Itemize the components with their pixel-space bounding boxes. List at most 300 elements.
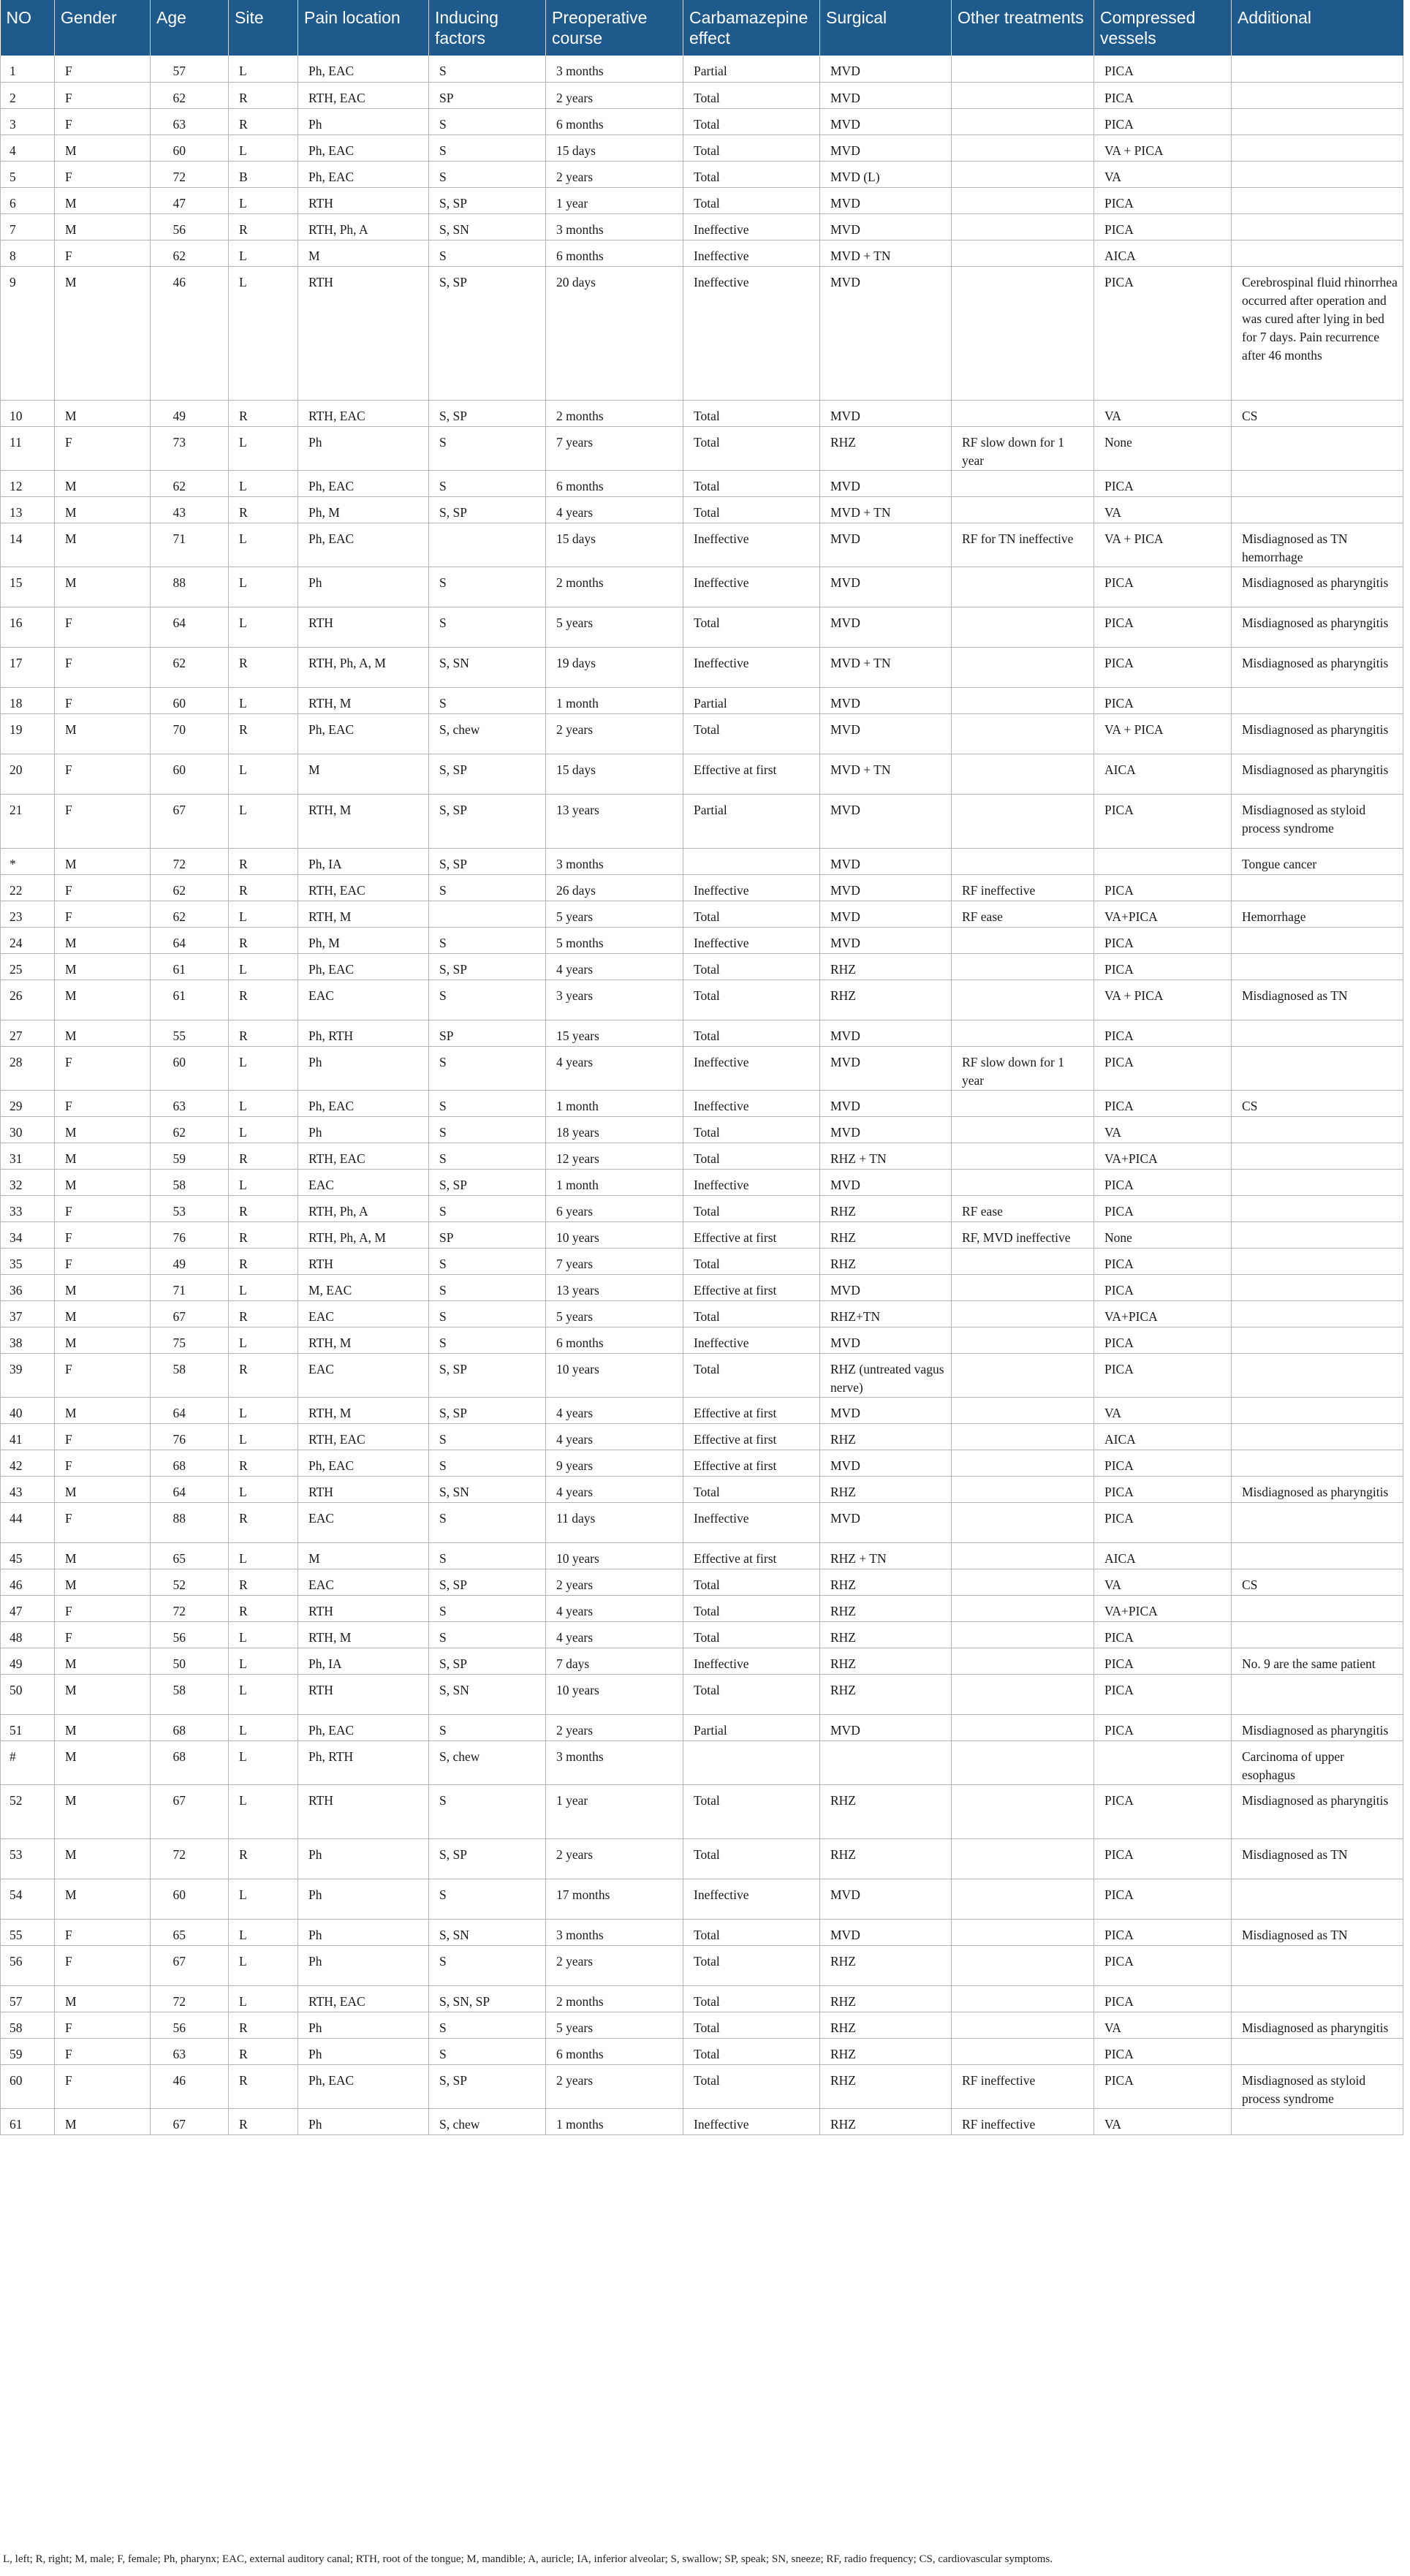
cell-carbamazepine-effect: Total [683, 1476, 820, 1502]
cell-site: L [229, 470, 298, 496]
cell-compressed-vessels: None [1094, 426, 1232, 470]
cell-no: 47 [1, 1595, 55, 1621]
cell-inducing-factors: S, SN [429, 213, 546, 240]
cell-inducing-factors: S [429, 1621, 546, 1648]
cell-no: 38 [1, 1327, 55, 1353]
cell-pain-location: RTH, M [298, 687, 429, 713]
cell-site: L [229, 1879, 298, 1919]
cell-carbamazepine-effect: Ineffective [683, 1090, 820, 1116]
cell-gender: F [55, 161, 151, 187]
cell-preoperative-course: 15 days [546, 135, 683, 161]
table-row [1, 754, 1403, 794]
cell-surgical: MVD [820, 927, 952, 953]
cell-compressed-vessels: PICA [1094, 1879, 1232, 1919]
cell-no: 45 [1, 1542, 55, 1569]
cell-additional [1232, 496, 1403, 523]
cell-pain-location: Ph [298, 1945, 429, 1985]
cell-carbamazepine-effect: Total [683, 980, 820, 1020]
cell-surgical: MVD [820, 266, 952, 400]
cell-gender: F [55, 607, 151, 647]
cell-gender: M [55, 1327, 151, 1353]
cell-carbamazepine-effect: Effective at first [683, 1423, 820, 1450]
cell-age: 58 [151, 1674, 229, 1714]
cell-pain-location: Ph, EAC [298, 1450, 429, 1476]
cell-additional [1232, 1621, 1403, 1648]
cell-other-treatments [952, 135, 1094, 161]
cell-additional [1232, 1502, 1403, 1542]
cell-pain-location: Ph, EAC [298, 953, 429, 980]
cell-gender: M [55, 1714, 151, 1740]
cell-surgical: MVD [820, 1090, 952, 1116]
cell-preoperative-course: 10 years [546, 1221, 683, 1248]
cell-no: 49 [1, 1648, 55, 1674]
cell-other-treatments: RF for TN ineffective [952, 523, 1094, 567]
header-surgical: Surgical [820, 0, 952, 56]
cell-gender: M [55, 496, 151, 523]
cell-pain-location: Ph, EAC [298, 56, 429, 82]
cell-inducing-factors: S [429, 1595, 546, 1621]
cell-carbamazepine-effect: Ineffective [683, 1502, 820, 1542]
cell-other-treatments [952, 1714, 1094, 1740]
cell-compressed-vessels: PICA [1094, 1046, 1232, 1090]
cell-additional [1232, 1020, 1403, 1046]
cell-carbamazepine-effect: Total [683, 1143, 820, 1169]
cell-carbamazepine-effect: Ineffective [683, 213, 820, 240]
cell-gender: F [55, 2064, 151, 2108]
cell-inducing-factors: S, SP [429, 1397, 546, 1423]
cell-gender: M [55, 980, 151, 1020]
cell-site: L [229, 1740, 298, 1784]
cell-other-treatments [952, 1450, 1094, 1476]
cell-other-treatments [952, 1116, 1094, 1143]
cell-gender: F [55, 1353, 151, 1397]
cell-surgical: MVD + TN [820, 754, 952, 794]
cell-carbamazepine-effect: Effective at first [683, 754, 820, 794]
cell-pain-location: Ph, EAC [298, 1714, 429, 1740]
table-row [1, 1423, 1403, 1450]
cell-additional [1232, 426, 1403, 470]
cell-gender: M [55, 470, 151, 496]
cell-carbamazepine-effect: Ineffective [683, 240, 820, 266]
cell-compressed-vessels: VA [1094, 2012, 1232, 2038]
cell-pain-location: RTH, M [298, 1327, 429, 1353]
cell-gender: F [55, 2012, 151, 2038]
cell-carbamazepine-effect: Ineffective [683, 1327, 820, 1353]
cell-compressed-vessels: PICA [1094, 1648, 1232, 1674]
cell-site: L [229, 266, 298, 400]
cell-gender: M [55, 1648, 151, 1674]
cell-preoperative-course: 3 months [546, 1919, 683, 1945]
cell-preoperative-course: 1 month [546, 1090, 683, 1116]
cell-age: 67 [151, 2108, 229, 2134]
cell-site: L [229, 1274, 298, 1300]
cell-additional: Tongue cancer [1232, 848, 1403, 874]
cell-carbamazepine-effect: Ineffective [683, 523, 820, 567]
cell-site: R [229, 400, 298, 426]
cell-pain-location: RTH [298, 1248, 429, 1274]
cell-no: 44 [1, 1502, 55, 1542]
cell-preoperative-course: 1 year [546, 1784, 683, 1838]
cell-surgical: RHZ [820, 1569, 952, 1595]
cell-no: 25 [1, 953, 55, 980]
cell-other-treatments [952, 1476, 1094, 1502]
cell-preoperative-course: 6 months [546, 2038, 683, 2064]
table-row [1, 523, 1403, 567]
cell-site: L [229, 426, 298, 470]
cell-gender: M [55, 400, 151, 426]
cell-additional: Misdiagnosed as TN [1232, 980, 1403, 1020]
cell-preoperative-course: 2 years [546, 1838, 683, 1879]
cell-gender: M [55, 1476, 151, 1502]
cell-compressed-vessels: PICA [1094, 647, 1232, 687]
cell-inducing-factors: S [429, 1143, 546, 1169]
cell-preoperative-course: 13 years [546, 794, 683, 848]
cell-preoperative-course: 20 days [546, 266, 683, 400]
table-row [1, 1450, 1403, 1476]
cell-pain-location: Ph, RTH [298, 1020, 429, 1046]
cell-no: 2 [1, 82, 55, 108]
cell-compressed-vessels: PICA [1094, 1327, 1232, 1353]
cell-inducing-factors: S [429, 2038, 546, 2064]
cell-pain-location: RTH [298, 1476, 429, 1502]
cell-pain-location: M, EAC [298, 1274, 429, 1300]
cell-pain-location: RTH, M [298, 901, 429, 927]
cell-inducing-factors: S [429, 980, 546, 1020]
cell-pain-location: Ph, RTH [298, 1740, 429, 1784]
cell-carbamazepine-effect: Total [683, 901, 820, 927]
cell-inducing-factors: S, SP [429, 187, 546, 213]
cell-site: R [229, 1502, 298, 1542]
cell-compressed-vessels [1094, 848, 1232, 874]
cell-age: 62 [151, 647, 229, 687]
cell-surgical: MVD [820, 1879, 952, 1919]
cell-carbamazepine-effect: Total [683, 1985, 820, 2012]
cell-pain-location: Ph, EAC [298, 2064, 429, 2108]
cell-age: 62 [151, 82, 229, 108]
cell-preoperative-course: 19 days [546, 647, 683, 687]
cell-age: 63 [151, 108, 229, 135]
cell-pain-location: Ph, M [298, 496, 429, 523]
table-row [1, 426, 1403, 470]
cell-compressed-vessels: AICA [1094, 754, 1232, 794]
cell-preoperative-course: 1 year [546, 187, 683, 213]
cell-other-treatments [952, 848, 1094, 874]
cell-gender: M [55, 1838, 151, 1879]
cell-surgical: RHZ [820, 2108, 952, 2134]
cell-surgical: RHZ [820, 1476, 952, 1502]
cell-no: 61 [1, 2108, 55, 2134]
cell-other-treatments [952, 470, 1094, 496]
cell-age: 64 [151, 1476, 229, 1502]
cell-no: 35 [1, 1248, 55, 1274]
cell-other-treatments [952, 1985, 1094, 2012]
cell-additional: Misdiagnosed as TN hemorrhage [1232, 523, 1403, 567]
cell-carbamazepine-effect: Total [683, 400, 820, 426]
table-row [1, 1502, 1403, 1542]
cell-carbamazepine-effect: Total [683, 108, 820, 135]
cell-age: 60 [151, 1046, 229, 1090]
cell-no: 7 [1, 213, 55, 240]
cell-other-treatments [952, 794, 1094, 848]
cell-no: 15 [1, 567, 55, 607]
cell-compressed-vessels: None [1094, 1221, 1232, 1248]
table-row [1, 1542, 1403, 1569]
table-row [1, 1919, 1403, 1945]
cell-inducing-factors [429, 523, 546, 567]
cell-inducing-factors: S [429, 567, 546, 607]
cell-additional [1232, 1221, 1403, 1248]
cell-inducing-factors: S [429, 1945, 546, 1985]
cell-no: 53 [1, 1838, 55, 1879]
cell-surgical: MVD [820, 848, 952, 874]
cell-gender: F [55, 901, 151, 927]
cell-pain-location: RTH [298, 187, 429, 213]
cell-site: R [229, 1838, 298, 1879]
cell-surgical: MVD [820, 567, 952, 607]
cell-carbamazepine-effect: Total [683, 470, 820, 496]
cell-inducing-factors: S [429, 1879, 546, 1919]
header-site: Site [229, 0, 298, 56]
cell-no: 36 [1, 1274, 55, 1300]
cell-surgical: RHZ [820, 1595, 952, 1621]
cell-preoperative-course: 10 years [546, 1542, 683, 1569]
cell-compressed-vessels: PICA [1094, 1838, 1232, 1879]
cell-compressed-vessels: PICA [1094, 874, 1232, 901]
cell-preoperative-course: 15 days [546, 523, 683, 567]
cell-inducing-factors: SP [429, 1020, 546, 1046]
cell-gender: M [55, 523, 151, 567]
cell-age: 56 [151, 1621, 229, 1648]
cell-gender: F [55, 754, 151, 794]
cell-site: R [229, 1248, 298, 1274]
cell-compressed-vessels: PICA [1094, 1195, 1232, 1221]
cell-age: 75 [151, 1327, 229, 1353]
cell-pain-location: Ph, EAC [298, 135, 429, 161]
cell-site: L [229, 953, 298, 980]
cell-carbamazepine-effect: Total [683, 426, 820, 470]
cell-carbamazepine-effect [683, 848, 820, 874]
table-row [1, 1476, 1403, 1502]
cell-other-treatments [952, 108, 1094, 135]
table-row [1, 874, 1403, 901]
cell-no: 5 [1, 161, 55, 187]
cell-inducing-factors: S [429, 687, 546, 713]
cell-no: 32 [1, 1169, 55, 1195]
table-row [1, 266, 1403, 400]
table-row [1, 1784, 1403, 1838]
cell-no: 55 [1, 1919, 55, 1945]
cell-carbamazepine-effect: Total [683, 1838, 820, 1879]
cell-additional: Misdiagnosed as pharyngitis [1232, 647, 1403, 687]
cell-other-treatments [952, 1945, 1094, 1985]
cell-inducing-factors: S, SP [429, 1169, 546, 1195]
table-row [1, 496, 1403, 523]
cell-preoperative-course: 7 years [546, 426, 683, 470]
cell-inducing-factors: S [429, 1046, 546, 1090]
cell-gender: M [55, 1397, 151, 1423]
cell-surgical: RHZ [820, 1648, 952, 1674]
cell-compressed-vessels: PICA [1094, 794, 1232, 848]
cell-age: 60 [151, 687, 229, 713]
cell-carbamazepine-effect: Total [683, 1945, 820, 1985]
cell-inducing-factors: S [429, 1423, 546, 1450]
cell-preoperative-course: 15 years [546, 1020, 683, 1046]
cell-site: R [229, 874, 298, 901]
cell-age: 65 [151, 1542, 229, 1569]
cell-surgical: RHZ [820, 1248, 952, 1274]
cell-inducing-factors: S, SP [429, 496, 546, 523]
cell-preoperative-course: 12 years [546, 1143, 683, 1169]
cell-pain-location: Ph [298, 1838, 429, 1879]
cell-surgical: MVD [820, 108, 952, 135]
cell-no: 57 [1, 1985, 55, 2012]
cell-age: 62 [151, 901, 229, 927]
cell-other-treatments: RF slow down for 1 year [952, 426, 1094, 470]
cell-pain-location: RTH [298, 1784, 429, 1838]
cell-compressed-vessels: VA + PICA [1094, 523, 1232, 567]
cell-other-treatments: RF ease [952, 1195, 1094, 1221]
cell-inducing-factors: S [429, 2012, 546, 2038]
cell-carbamazepine-effect: Total [683, 187, 820, 213]
cell-additional [1232, 687, 1403, 713]
cell-no: 8 [1, 240, 55, 266]
cell-inducing-factors: S [429, 426, 546, 470]
cell-site: L [229, 1116, 298, 1143]
cell-site: R [229, 1020, 298, 1046]
cell-additional [1232, 1985, 1403, 2012]
cell-additional [1232, 1542, 1403, 1569]
cell-preoperative-course: 2 years [546, 161, 683, 187]
cell-compressed-vessels: PICA [1094, 1169, 1232, 1195]
cell-carbamazepine-effect: Total [683, 2038, 820, 2064]
cell-compressed-vessels: VA+PICA [1094, 1143, 1232, 1169]
cell-age: 62 [151, 1116, 229, 1143]
table-row [1, 1648, 1403, 1674]
cell-additional: Misdiagnosed as TN [1232, 1838, 1403, 1879]
cell-age: 56 [151, 2012, 229, 2038]
cell-inducing-factors: S, SP [429, 1648, 546, 1674]
cell-age: 71 [151, 523, 229, 567]
cell-site: L [229, 754, 298, 794]
cell-gender: M [55, 1879, 151, 1919]
cell-compressed-vessels: PICA [1094, 1353, 1232, 1397]
cell-additional [1232, 213, 1403, 240]
cell-site: R [229, 1450, 298, 1476]
cell-age: 62 [151, 240, 229, 266]
cell-pain-location: M [298, 1542, 429, 1569]
cell-preoperative-course: 7 years [546, 1248, 683, 1274]
cell-age: 72 [151, 848, 229, 874]
cell-inducing-factors: S, SP [429, 266, 546, 400]
cell-preoperative-course: 6 months [546, 240, 683, 266]
cell-no: 10 [1, 400, 55, 426]
table-row [1, 400, 1403, 426]
cell-preoperative-course: 3 months [546, 1740, 683, 1784]
cell-additional [1232, 135, 1403, 161]
cell-surgical: RHZ [820, 2064, 952, 2108]
cell-preoperative-course: 4 years [546, 1046, 683, 1090]
cell-preoperative-course: 18 years [546, 1116, 683, 1143]
cell-pain-location: RTH, EAC [298, 874, 429, 901]
cell-surgical: MVD [820, 1450, 952, 1476]
cell-site: L [229, 1090, 298, 1116]
cell-other-treatments [952, 161, 1094, 187]
cell-compressed-vessels: PICA [1094, 1450, 1232, 1476]
table-row [1, 1248, 1403, 1274]
cell-age: 68 [151, 1450, 229, 1476]
cell-pain-location: Ph, IA [298, 1648, 429, 1674]
cell-gender: M [55, 1116, 151, 1143]
cell-pain-location: Ph [298, 108, 429, 135]
table-row [1, 1985, 1403, 2012]
cell-no: 59 [1, 2038, 55, 2064]
cell-age: 67 [151, 794, 229, 848]
cell-gender: M [55, 2108, 151, 2134]
cell-site: L [229, 1784, 298, 1838]
cell-other-treatments [952, 1595, 1094, 1621]
cell-compressed-vessels: PICA [1094, 213, 1232, 240]
cell-no: 33 [1, 1195, 55, 1221]
cell-age: 67 [151, 1945, 229, 1985]
cell-site: R [229, 1569, 298, 1595]
cell-age: 58 [151, 1353, 229, 1397]
cell-age: 46 [151, 266, 229, 400]
cell-preoperative-course: 6 years [546, 1195, 683, 1221]
cell-inducing-factors: SP [429, 1221, 546, 1248]
cell-compressed-vessels: AICA [1094, 240, 1232, 266]
footnote: L, left; R, right; M, male; F, female; Ph, pharynx; EAC, external auditory canal; RTH, root of the tongue; M, mandible; A, auricle; IA, inferior alveolar; S, swallow; SP, speak; SN, sneeze; RF, radio frequency; CS, cardiovascular symptoms. [3, 2553, 1053, 2565]
cell-inducing-factors: S [429, 1274, 546, 1300]
cell-inducing-factors: S [429, 874, 546, 901]
cell-site: L [229, 1397, 298, 1423]
cell-preoperative-course: 5 months [546, 927, 683, 953]
cell-surgical: MVD [820, 1169, 952, 1195]
cell-pain-location: EAC [298, 980, 429, 1020]
cell-surgical [820, 1740, 952, 1784]
cell-inducing-factors: S, chew [429, 2108, 546, 2134]
table-row [1, 647, 1403, 687]
cell-surgical: MVD [820, 1502, 952, 1542]
cell-additional [1232, 874, 1403, 901]
cell-age: 53 [151, 1195, 229, 1221]
cell-surgical: MVD [820, 1919, 952, 1945]
cell-pain-location: Ph, EAC [298, 713, 429, 754]
cell-pain-location: Ph, EAC [298, 470, 429, 496]
cell-preoperative-course: 11 days [546, 1502, 683, 1542]
table-row [1, 1879, 1403, 1919]
table-row [1, 901, 1403, 927]
cell-no: 54 [1, 1879, 55, 1919]
cell-site: L [229, 1985, 298, 2012]
cell-site: R [229, 213, 298, 240]
cell-carbamazepine-effect: Total [683, 1116, 820, 1143]
cell-age: 64 [151, 927, 229, 953]
cell-surgical: MVD [820, 1046, 952, 1090]
cell-gender: F [55, 240, 151, 266]
cell-gender: F [55, 1502, 151, 1542]
table-row [1, 1195, 1403, 1221]
cell-inducing-factors: S [429, 1450, 546, 1476]
cell-preoperative-course: 6 months [546, 1327, 683, 1353]
cell-additional: Misdiagnosed as pharyngitis [1232, 2012, 1403, 2038]
cell-surgical: MVD [820, 82, 952, 108]
cell-surgical: MVD [820, 874, 952, 901]
cell-carbamazepine-effect: Total [683, 1248, 820, 1274]
cell-no: 19 [1, 713, 55, 754]
cell-inducing-factors: S [429, 56, 546, 82]
cell-preoperative-course: 4 years [546, 1595, 683, 1621]
cell-preoperative-course: 2 years [546, 1569, 683, 1595]
